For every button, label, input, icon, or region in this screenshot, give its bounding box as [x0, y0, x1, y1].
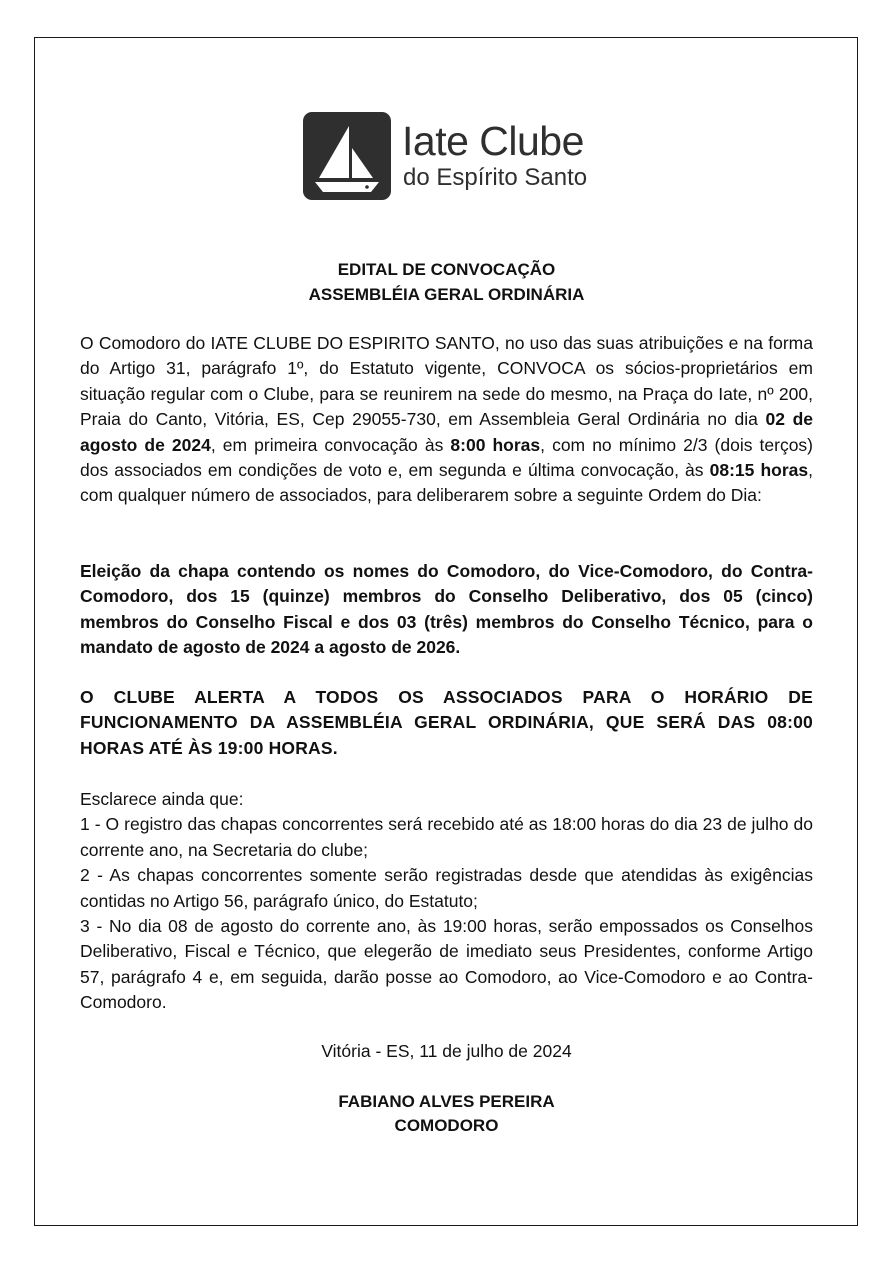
agenda-paragraph: Eleição da chapa contendo os nomes do Comodoro, do Vice-Comodoro, do Contra-Comodoro, dos 15 (quinze) membros do Conselho Deliberativo, dos 05 (cinco) membros do Conselho Fiscal e dos 03 (três) membros do Conselho Técnico, para o mandato de agosto de 2024 a agosto de 2026.	[80, 561, 813, 658]
intro-text-4: , com qualquer número de associados, para deliberarem sobre a seguinte Ordem do Dia:	[80, 460, 813, 506]
document-title: EDITAL DE CONVOCAÇÃO	[337, 260, 556, 279]
clarifications-title: Esclarece ainda que:	[80, 789, 244, 809]
intro-text-2: , em primeira convocação às	[210, 434, 451, 455]
document-subtitle: ASSEMBLÉIA GERAL ORDINÁRIA	[308, 285, 585, 304]
intro-text-3: , com no mínimo 2/3 (dois terços) dos associados em condições de voto e, em segunda e última convocação, às	[80, 434, 814, 481]
clarification-item-3: 3 - No dia 08 de agosto do corrente ano, às 19:00 horas, serão empossados os Conselhos Deliberativo, Fiscal e Técnico, que elegerão de imediato seus Presidentes, conforme Artigo 57, parágrafo 4 e, em seguida, darão posse ao Comodoro, ao Vice-Comodoro e ao Contra-Comodoro.	[80, 916, 813, 1013]
clarification-item-2: 2 - As chapas concorrentes somente serão registradas desde que atendidas às exigências contidas no Artigo 56, parágrafo único, do Estatuto;	[80, 865, 813, 911]
intro-paragraph	[80, 331, 813, 509]
logo-name: Iate Clube	[402, 118, 584, 164]
alert-paragraph: O CLUBE ALERTA A TODOS OS ASSOCIADOS PARA O HORÁRIO DE FUNCIONAMENTO DA ASSEMBLÉIA GERAL ORDINÁRIA, QUE SERÁ DAS 08:00 HORAS ATÉ ÀS 19:00 HORAS.	[80, 687, 813, 758]
second-call-time: 08:15 horas	[709, 460, 809, 481]
clarification-item-1: 1 - O registro das chapas concorrentes será recebido até as 18:00 horas do dia 23 de julho do corrente ano, na Secretaria do clube;	[80, 814, 813, 860]
signatory-role: COMODORO	[394, 1116, 499, 1135]
sailboat-icon	[303, 112, 391, 200]
first-call-time: 8:00 horas	[450, 434, 541, 455]
clarifications-section	[80, 787, 813, 1016]
intro-text-1: O Comodoro do IATE CLUBE DO ESPIRITO SANTO, no uso das suas atribuições e na forma do Artigo 31, parágrafo 1º, do Estatuto vigente, CONVOCA os sócios-proprietários em situação regular com o Clube, para se reunirem na sede do mesmo, na Praça do Iate, nº 200, Praia do Canto, Vitória, ES, Cep 29055-730, em Assembleia Geral Ordinária no dia	[80, 333, 813, 430]
signatory-name: FABIANO ALVES PEREIRA	[338, 1092, 555, 1111]
assembly-date: 02 de agosto de 2024	[80, 409, 814, 455]
place-date: Vitória - ES, 11 de julho de 2024	[321, 1041, 572, 1061]
logo-subtitle: do Espírito Santo	[403, 164, 588, 191]
club-logo	[303, 112, 603, 202]
